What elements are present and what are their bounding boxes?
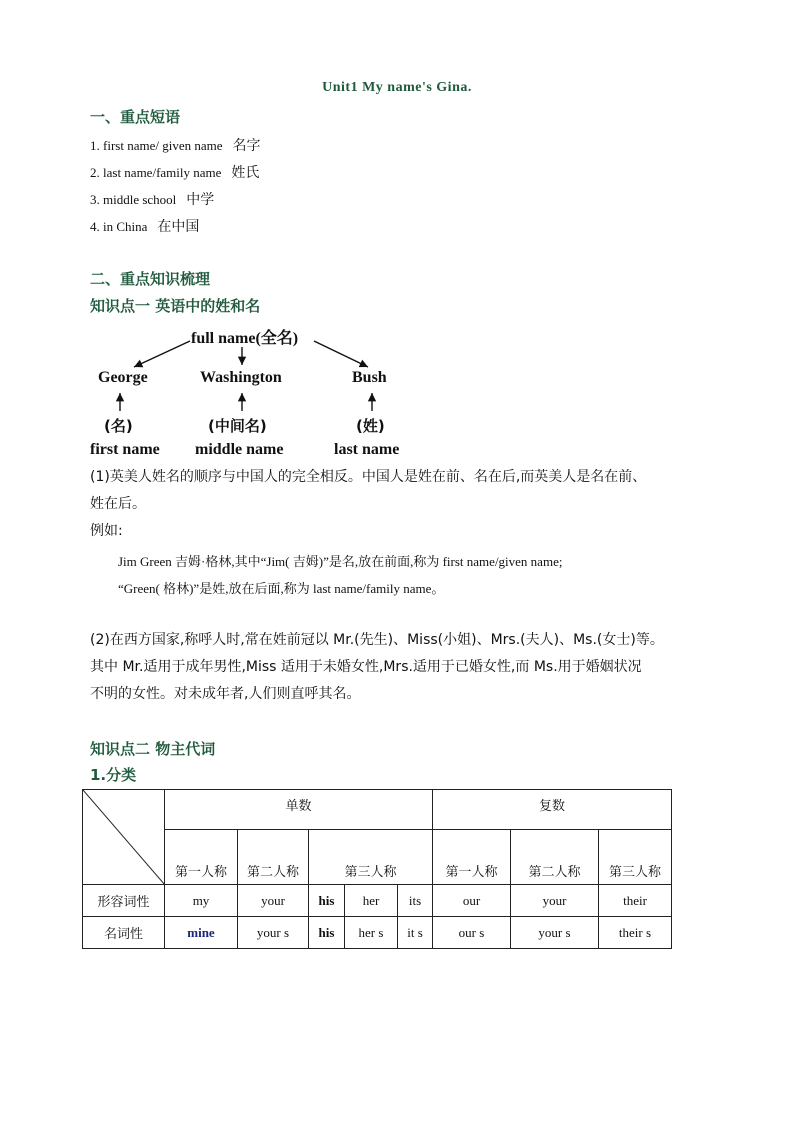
paragraph-2-line: 其中 Mr.适用于成年男性,Miss 适用于未婚女性,Mrs.适用于已婚女性,而 Ms.用于婚姻状况	[90, 659, 642, 675]
diagram-name-middle: Washington	[200, 369, 282, 386]
cell-noun-yours: your s	[238, 917, 309, 949]
diagram-name-last: Bush	[352, 369, 387, 386]
header-third-person: 第三人称	[309, 830, 433, 885]
example-line: “Green( 格林)”是姓,放在后面,称为 last name/family name。	[118, 581, 445, 596]
phrase-cn: 姓氏	[231, 165, 260, 181]
phrase-cn: 中学	[186, 192, 215, 208]
table-corner-cell	[83, 790, 165, 885]
diagram-cn-last: (姓)	[356, 417, 385, 435]
cell-adj-my: my	[165, 885, 238, 917]
name-diagram	[90, 323, 430, 463]
paragraph-2-line: (2)在西方国家,称呼人时,常在姓前冠以 Mr.(先生)、Miss(小姐)、Mrs.(夫人)、Ms.(女士)等。	[90, 632, 664, 648]
cell-adj-your: your	[238, 885, 309, 917]
point1-heading: 知识点一 英语中的姓和名	[90, 297, 261, 315]
cell-noun-mine: mine	[165, 917, 238, 949]
diagram-cn-middle: (中间名)	[208, 417, 267, 435]
cell-noun-yours-plural: your s	[511, 917, 599, 949]
row-label-noun: 名词性	[83, 917, 165, 949]
header-second-person: 第二人称	[238, 830, 309, 885]
phrase-en: 2. last name/family name	[90, 165, 222, 180]
paragraph-1-line: (1)英美人姓名的顺序与中国人的完全相反。中国人是姓在前、名在后,而英美人是名在前、	[90, 469, 647, 485]
phrase-cn: 名字	[232, 138, 261, 154]
phrase-en: 4. in China	[90, 219, 148, 234]
paragraph-1-line: 姓在后。	[90, 496, 146, 512]
phrase-en: 3. middle school	[90, 192, 177, 207]
example-line: Jim Green 吉姆·格林,其中“Jim( 吉姆)”是名,放在前面,称为 first name/given name;	[118, 554, 563, 569]
cell-adj-its: its	[398, 885, 433, 917]
phrase-item	[90, 216, 199, 236]
diagram-full-name: full name(全名)	[191, 330, 299, 347]
cell-adj-her: her	[345, 885, 398, 917]
diagram-label-first: first name	[90, 441, 160, 458]
cell-adj-our: our	[433, 885, 511, 917]
arrow-to-last	[314, 341, 368, 367]
table-row-adjective	[83, 885, 672, 917]
header-plural: 复数	[433, 790, 672, 830]
corner-diagonal	[83, 790, 165, 885]
table-row-noun	[83, 917, 672, 949]
cell-adj-their: their	[599, 885, 672, 917]
diagram-cn-first: (名)	[104, 417, 133, 435]
point2-heading: 知识点二 物主代词	[90, 740, 216, 758]
header-first-person: 第一人称	[165, 830, 238, 885]
example-label: 例如:	[90, 523, 123, 539]
cell-noun-theirs: their s	[599, 917, 672, 949]
cell-adj-his: his	[309, 885, 345, 917]
phrase-item	[90, 135, 261, 155]
diagram-label-last: last name	[334, 441, 400, 458]
phrase-cn: 在中国	[157, 219, 200, 235]
diagram-name-first: George	[98, 369, 148, 386]
phrase-item	[90, 162, 259, 182]
row-label-adjective: 形容词性	[83, 885, 165, 917]
header-singular: 单数	[165, 790, 433, 830]
diagram-label-middle: middle name	[195, 441, 284, 458]
cell-noun-ours: our s	[433, 917, 511, 949]
cell-noun-its: it s	[398, 917, 433, 949]
classification-subheading: 1.分类	[90, 766, 137, 784]
section-heading-knowledge: 二、重点知识梳理	[90, 270, 211, 288]
page-title: Unit1 My name's Gina.	[322, 80, 472, 95]
section-heading-key-phrases: 一、重点短语	[90, 108, 181, 126]
possessive-pronoun-table	[82, 789, 672, 949]
header-second-person-plural: 第二人称	[511, 830, 599, 885]
phrase-item	[90, 189, 214, 209]
cell-adj-your-plural: your	[511, 885, 599, 917]
phrase-en: 1. first name/ given name	[90, 138, 223, 153]
header-third-person-plural: 第三人称	[599, 830, 672, 885]
header-first-person-plural: 第一人称	[433, 830, 511, 885]
cell-noun-his: his	[309, 917, 345, 949]
paragraph-2-line: 不明的女性。对未成年者,人们则直呼其名。	[90, 686, 361, 702]
arrow-to-first	[134, 341, 190, 367]
cell-noun-hers: her s	[345, 917, 398, 949]
